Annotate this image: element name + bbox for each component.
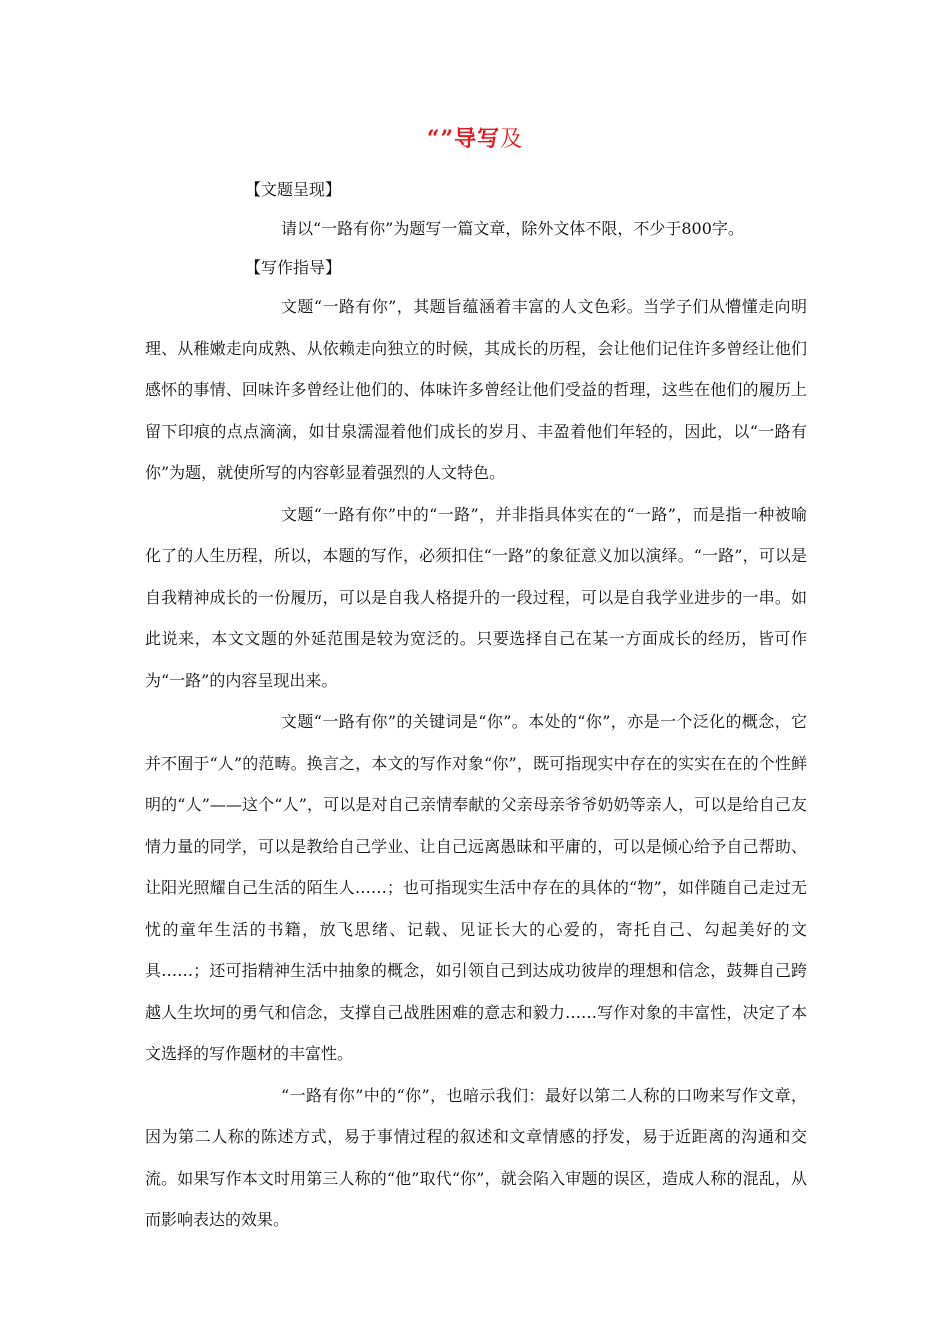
guide-paragraph-4: “一路有你”中的“你”，也暗示我们：最好以第二人称的口吻来写作文章，因为第二人称的陈述方式，易于事情过程的叙述和文章情感的抒发，易于近距离的沟通和交流。如果写作本文时用第三人称的“他”取代“你”，就会陷入审题的误区，造成人称的混乱，从而影响表达的效果。	[145, 1085, 807, 1229]
guide-paragraph-1: 文题“一路有你”，其题旨蕴涵着丰富的人文色彩。当学子们从懵懂走向明理、从稚嫩走向成熟、从依赖走向独立的时候，其成长的历程，会让他们记住许多曾经让他们感怀的事情、回味许多曾经让他们的、体味许多曾经让他们受益的哲理，这些在他们的履历上留下印痕的点点滴滴，如甘泉濡湿着他们成长的岁月、丰盈着他们年轻的，因此，以“一路有你”为题，就使所写的内容彰显着强烈的人文特色。	[145, 297, 807, 482]
prompt-heading: 【文题呈现】	[245, 180, 342, 199]
guide-paragraph-3: 文题“一路有你”的关键词是“你”。本处的“你”，亦是一个泛化的概念，它并不囿于“人”的范畴。换言之，本文的写作对象“你”，既可指现实中存在的实实在在的个性鲜明的“人”——这个“人”，可以是对自己亲情奉献的父亲母亲爷爷奶奶等亲人，可以是给自己友情力量的同学，可以是教给自己学业、让自己远离愚昧和平庸的，可以是倾心给予自己帮助、让阳光照耀自己生活的陌生人……；也可指现实生活中存在的具体的“物”，如伴随自己走过无忧的童年生活的书籍，放飞思绪、记载、见证长大的心爱的，寄托自己、勾起美好的文具……；还可指精神生活中抽象的概念，如引领自己到达成功彼岸的理想和信念，鼓舞自己跨越人生坎坷的勇气和信念，支撑自己战胜困难的意志和毅力……写作对象的丰富性，决定了本文选择的写作题材的丰富性。	[145, 712, 807, 1063]
guide-paragraph-2: 文题“一路有你”中的“一路”，并非指具体实在的“一路”，而是指一种被喻化了的人生历程，所以，本题的写作，必须扣住“一路”的象征意义加以演绎。“一路”，可以是自我精神成长的一份履历，可以是自我人格提升的一段过程，可以是自我学业进步的一串。如此说来，本文文题的外延范围是较为宽泛的。只要选择自己在某一方面成长的经历，皆可作为“一路”的内容呈现出来。	[145, 504, 807, 690]
title-main: 导写	[454, 126, 501, 152]
prompt-text: 请以“一路有你”为题写一篇文章，除外文体不限，不少于800字。	[281, 219, 744, 238]
title-suffix: 及	[500, 127, 524, 152]
title-quotes: “”	[426, 126, 455, 152]
document-body	[145, 172, 807, 1241]
page-title	[0, 122, 950, 153]
guide-heading: 【写作指导】	[245, 258, 342, 277]
